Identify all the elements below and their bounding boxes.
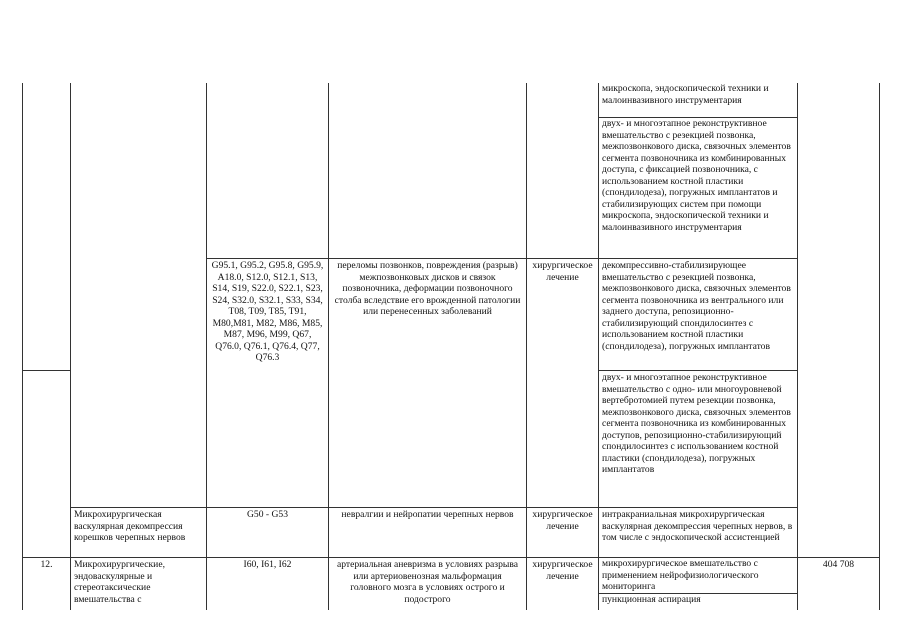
- cell-name-nerves: Микрохирургическая васкулярная декомпрессия корешков черепных нервов: [71, 508, 207, 558]
- cell-num-12: 12.: [23, 558, 71, 611]
- cell-name-cont: [71, 83, 207, 508]
- method-item: микроскопа, эндоскопической техники и малоинвазивного инструментария: [602, 83, 769, 106]
- method-item: двух- и многоэтапное реконструктивное вмешательство с резекцией позвонка, межпозвонкового диска, связочных элементов сегмента позвоночника из комбинированных доступа, с фиксацией позвоночника, с использованием костной пластики (спондилодеза), погружных имплантатов и стабилизирующих систем при помощи микроскопа, эндоскопической техники и малоинвазивного инструментария: [599, 117, 797, 258]
- cell-codes-nerves: G50 - G53: [207, 508, 329, 558]
- cell-codes-cont: [207, 83, 329, 259]
- cell-treatment-fractures: хирургическое лечение: [527, 259, 599, 508]
- cell-treatment-cont: [527, 83, 599, 259]
- cell-codes-fractures: G95.1, G95.2, G95.8, G95.9, A18.0, S12.0, S12.1, S13, S14, S19, S22.0, S22.1, S23, S24, S32.0, S32.1, S33, S34, T08, T09, T85, T91, M80,M81, M82, M86, M85, M87, M96, M99, Q67, Q76.0, Q76.1, Q76.4, Q77, Q76.3: [207, 259, 329, 508]
- table-row-12: [23, 558, 880, 611]
- method-item: пункционная аспирация: [599, 593, 797, 610]
- cell-name-12: Микрохирургические, эндоваскулярные и стереотаксические вмешательства с: [71, 558, 207, 611]
- cell-model-nerves: невралгии и нейропатии черепных нервов: [329, 508, 527, 558]
- cell-price-12: 404 708: [798, 558, 880, 611]
- table-row-nerves: [23, 508, 880, 558]
- cell-num-blank: [23, 371, 71, 558]
- cell-treatment-nerves: хирургическое лечение: [527, 508, 599, 558]
- method-item: декомпрессивно-стабилизирующее вмешательство с резекцией позвонка, межпозвонкового диска, связочных элементов сегмента позвоночника из вентрального или заднего доступа, репозиционно-стабилизирующий спондилосинтез с использованием костной пластики (спондилодеза), погружных имплантатов: [599, 259, 798, 371]
- cell-codes-12: I60, I61, I62: [207, 558, 329, 611]
- cell-method-nerves: интракраниальная микрохирургическая васкулярная декомпрессия черепных нервов, в том числе с эндоскопической ассистенцией: [599, 508, 798, 558]
- cell-methods-12: [599, 558, 798, 611]
- cell-model-12: артериальная аневризма в условиях разрыва или артериовенозная мальформация головного мозга в условиях острого и подострого: [329, 558, 527, 611]
- cell-model-cont: [329, 83, 527, 259]
- cell-methods-cont: [599, 83, 798, 259]
- medical-care-table: [22, 83, 880, 610]
- method-item: микрохирургическое вмешательство с применением нейрофизиологического мониторинга: [602, 558, 759, 592]
- cell-model-fractures: переломы позвонков, повреждения (разрыв) межпозвонковых дисков и связок позвоночника, деформации позвоночного столба вследствие его врожденной патологии или перенесенных заболеваний: [329, 259, 527, 508]
- table-row-continuation: [23, 83, 880, 259]
- method-item: двух- и многоэтапное реконструктивное вмешательство с одно- или многоуровневой вертебротомией путем резекции позвонка, межпозвонкового диска, связочных элементов сегмента позвоночника из комбинированных доступов, репозиционно-стабилизирующий спондилосинтез с использованием костной пластики (спондилодеза), погружных имплантатов: [599, 371, 798, 508]
- cell-num-cont: [23, 83, 71, 371]
- cell-price-cont: [798, 83, 880, 558]
- cell-treatment-12: хирургическое лечение: [527, 558, 599, 611]
